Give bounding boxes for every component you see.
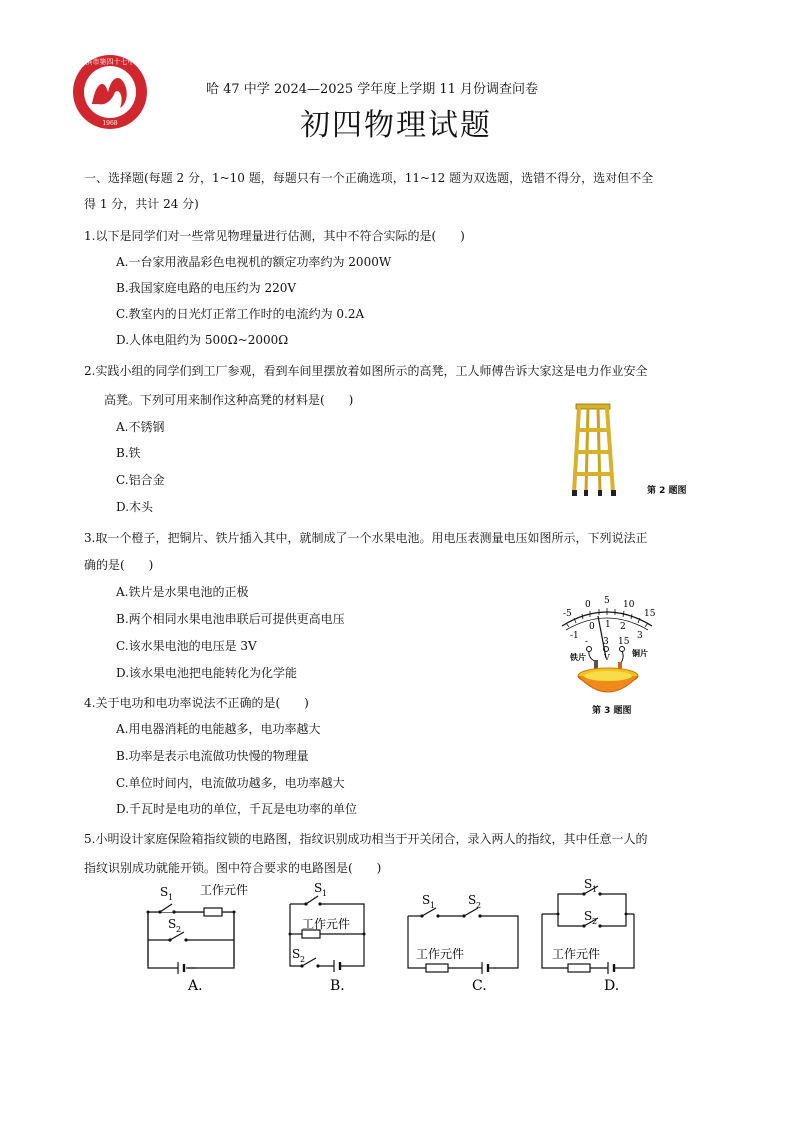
- circuit-d-element-label: 工作元件: [552, 947, 601, 961]
- section-intro-line1: 一、选择题(每题 2 分，1~10 题，每题只有一个正确选项，11~12 题为双选题，选错不得分，选对但不全: [84, 171, 654, 185]
- meter-terminal-15: 15: [618, 637, 630, 647]
- circuit-a: [138, 878, 248, 998]
- circuit-c: [402, 878, 526, 998]
- circuit-d-s2: S: [584, 909, 593, 923]
- circuit-b-label: B.: [330, 978, 345, 994]
- circuit-a-s1-sub: 1: [168, 893, 174, 902]
- circuit-c-element-label: 工作元件: [416, 947, 465, 961]
- q2-option-a: A.不锈钢: [116, 420, 165, 434]
- circuit-d: [538, 878, 648, 998]
- meter-bottom-tick-4: 2: [620, 622, 626, 632]
- q3-figure-caption: 第 3 题图: [592, 706, 632, 716]
- q2-option-d: D.木头: [116, 500, 154, 514]
- circuit-c-s1: S: [422, 893, 431, 907]
- q1-stem: 1.以下是同学们对一些常见物理量进行估测，其中不符合实际的是( ): [84, 229, 465, 243]
- circuit-c-s2-sub: 2: [476, 901, 482, 910]
- circuit-a-element-label: 工作元件: [200, 883, 248, 897]
- circuit-d-s2-sub: 2: [592, 917, 598, 926]
- q2-figure-caption: 第 2 题图: [647, 486, 687, 496]
- meter-top-tick-4: 10: [623, 600, 635, 610]
- logo-ring-text: 哈尔滨市第四十七中学校: [71, 58, 149, 66]
- meter-bottom-tick-2: 0: [589, 622, 595, 632]
- meter-terminal-3: 3: [603, 637, 609, 647]
- logo-year: 1968: [102, 120, 118, 127]
- page-title: 初四物理试题: [300, 108, 492, 143]
- circuit-b-element-label: 工作元件: [302, 917, 351, 931]
- meter-bottom-tick-1: -1: [570, 631, 579, 641]
- q3-stem-line1: 3.取一个橙子，把铜片、铁片插入其中，就制成了一个水果电池。用电压表测量电压如图所示，下列说法正: [84, 531, 648, 545]
- q2-stem-line2: 高凳。下列可用来制作这种高凳的材料是( ): [104, 393, 354, 407]
- circuit-a-label: A.: [188, 978, 203, 994]
- q1-option-c: C.教室内的日光灯正常工作时的电流约为 0.2A: [116, 307, 365, 321]
- circuit-d-label: D.: [604, 978, 620, 994]
- q1-option-a: A.一台家用液晶彩色电视机的额定功率约为 2000W: [116, 255, 392, 269]
- circuit-c-s1-sub: 1: [430, 901, 436, 910]
- section-intro-line2: 得 1 分，共计 24 分): [84, 197, 199, 211]
- q2-stool-figure: [570, 400, 620, 498]
- q5-stem-line2: 指纹识别成功就能开锁。图中符合要求的电路图是( ): [84, 861, 382, 875]
- label-iron: 铁片: [570, 652, 586, 662]
- exam-header-line: 哈 47 中学 2024—2025 学年度上学期 11 月份调查问卷: [206, 82, 539, 97]
- q4-stem: 4.关于电功和电功率说法不正确的是( ): [84, 696, 309, 710]
- circuit-a-s2: S: [168, 917, 177, 931]
- q2-option-c: C.铝合金: [116, 473, 165, 487]
- circuit-c-s2: S: [468, 893, 477, 907]
- q3-option-c: C.该水果电池的电压是 3V: [116, 639, 257, 653]
- q2-stem-line1: 2.实践小组的同学们到工厂参观，看到车间里摆放着如图所示的高凳，工人师傅告诉大家这是电力作业安全: [84, 364, 648, 378]
- circuit-c-label: C.: [472, 978, 487, 994]
- q3-option-b: B.两个相同水果电池串联后可提供更高电压: [116, 612, 345, 626]
- q3-stem-line2: 确的是( ): [84, 558, 154, 572]
- q1-option-d: D.人体电阻约为 500Ω~2000Ω: [116, 333, 289, 347]
- q3-option-a: A.铁片是水果电池的正极: [116, 585, 249, 599]
- meter-bottom-tick-3: 1: [605, 620, 611, 630]
- circuit-d-s1: S: [584, 878, 593, 891]
- meter-top-tick-3: 5: [604, 596, 610, 606]
- q3-option-d: D.该水果电池把电能转化为化学能: [116, 666, 298, 680]
- circuit-b-s1: S: [314, 881, 323, 895]
- q3-fruit-battery-figure: [552, 596, 662, 700]
- meter-top-tick-1: -5: [563, 609, 572, 619]
- q4-option-a: A.用电器消耗的电能越多，电功率越大: [116, 722, 321, 736]
- q4-option-d: D.千瓦时是电功的单位，千瓦是电功率的单位: [116, 802, 358, 816]
- q4-option-b: B.功率是表示电流做功快慢的物理量: [116, 749, 309, 763]
- meter-bottom-tick-5: 3: [637, 631, 643, 641]
- q1-option-b: B.我国家庭电路的电压约为 220V: [116, 281, 297, 295]
- circuit-d-s1-sub: 1: [592, 885, 598, 894]
- meter-letter: V: [604, 653, 610, 662]
- circuit-b-s1-sub: 1: [322, 889, 328, 898]
- circuit-a-s1: S: [160, 885, 169, 899]
- circuit-b-s2: S: [292, 947, 301, 961]
- meter-top-tick-5: 15: [644, 609, 656, 619]
- circuit-b: [278, 878, 388, 998]
- q4-option-c: C.单位时间内，电流做功越多，电功率越大: [116, 776, 345, 790]
- label-copper: 铜片: [632, 648, 648, 658]
- circuit-a-s2-sub: 2: [176, 925, 182, 934]
- q5-stem-line1: 5.小明设计家庭保险箱指纹锁的电路图，指纹识别成功相当于开关闭合，录入两人的指纹，其中任意一人的: [84, 832, 648, 846]
- meter-terminal-neg: -: [585, 637, 589, 647]
- q2-option-b: B.铁: [116, 446, 141, 460]
- meter-top-tick-2: 0: [585, 600, 591, 610]
- school-logo: [70, 52, 150, 132]
- circuit-b-s2-sub: 2: [300, 955, 306, 964]
